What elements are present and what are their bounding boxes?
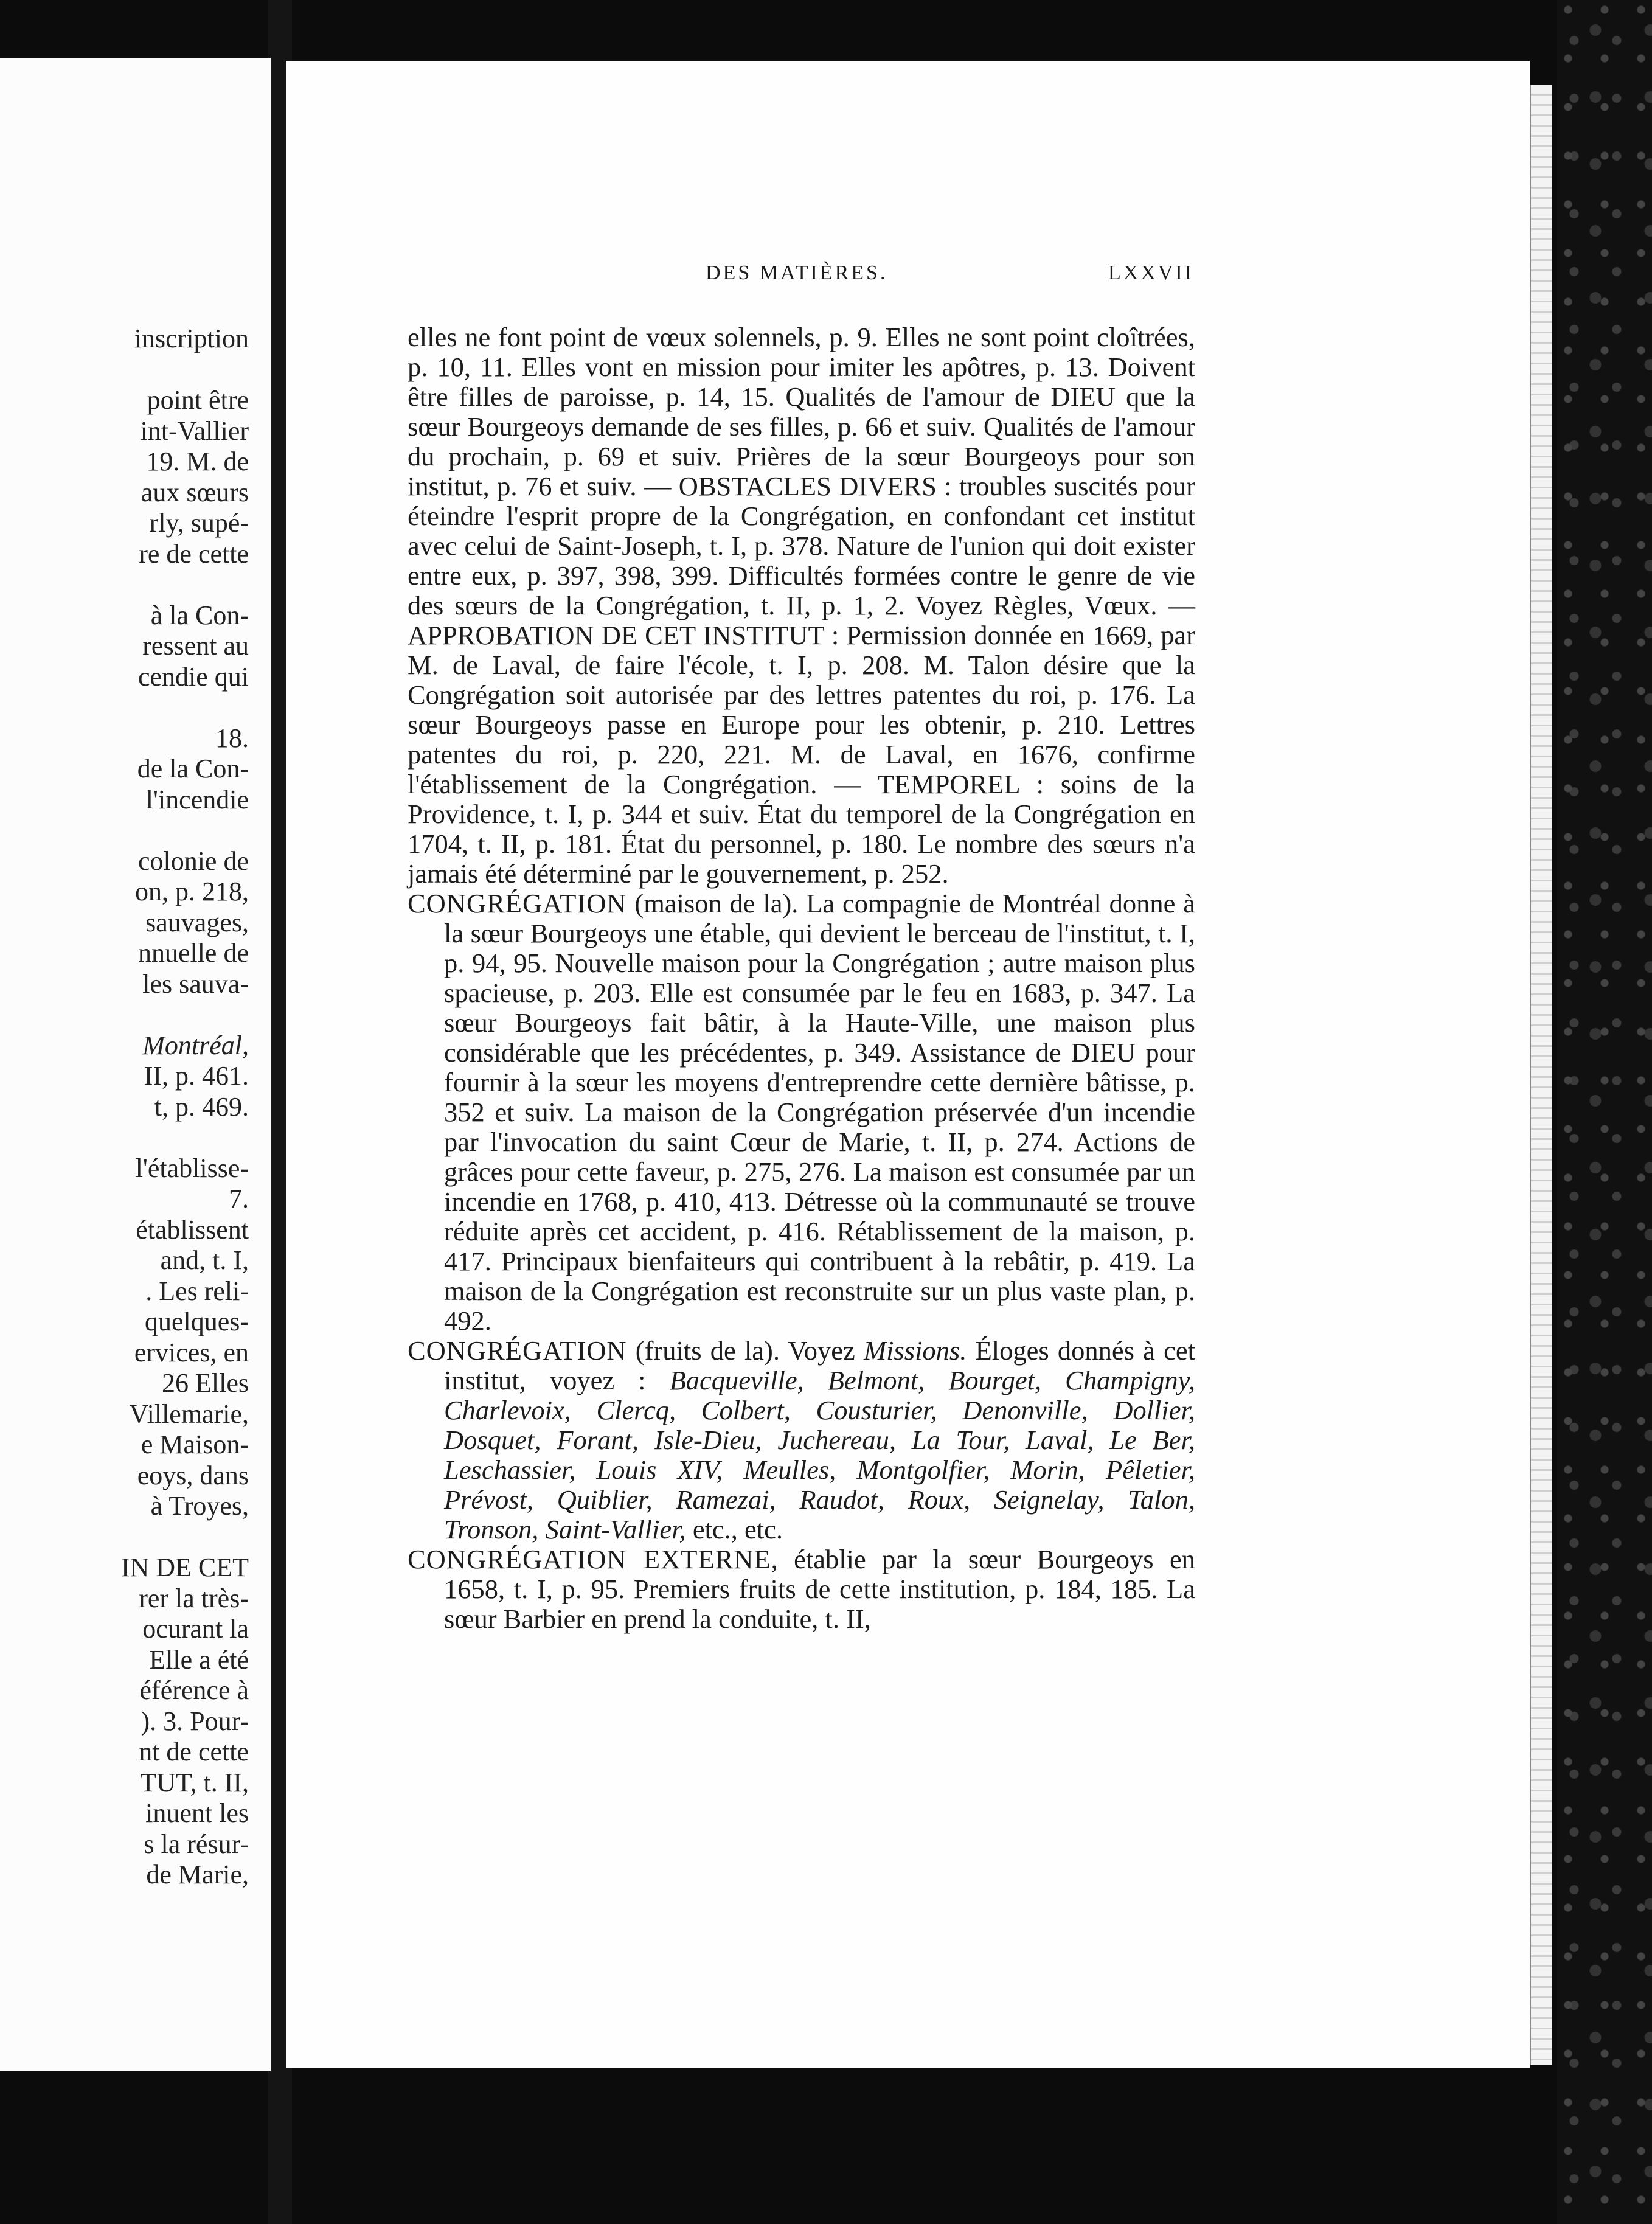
left-page-line: cendie qui	[137, 661, 249, 692]
left-page-line: s la résur-	[144, 1829, 249, 1859]
left-page-line: de la Con-	[137, 754, 249, 784]
left-page-line: 18.	[215, 723, 249, 753]
left-page-line: 26 Elles	[162, 1368, 249, 1398]
left-page-line: e Maison-	[141, 1430, 249, 1459]
left-page-line: 19. M. de	[146, 447, 249, 476]
page-number: LXXVII	[1108, 262, 1195, 284]
left-page-line: 7.	[229, 1184, 249, 1214]
left-page-line: de Marie,	[146, 1860, 249, 1889]
left-page-line: re de cette	[139, 538, 249, 569]
left-page-line: . Les reli-	[145, 1276, 249, 1306]
entry-congregation-maison	[408, 889, 1195, 1336]
left-page-line: Villemarie,	[129, 1399, 249, 1429]
left-page	[0, 58, 271, 2071]
left-page-line: inscription	[134, 324, 249, 353]
left-page-line: Montréal,	[142, 1030, 249, 1060]
left-page-line: Elle a été	[149, 1644, 249, 1675]
left-page-line: inuent les	[145, 1798, 249, 1828]
entry-body: , établie par la sœur Bourgeoys en 1658, t. I, p. 95. Premiers fruits de cette institution, p. 184, 185. La sœur Barbier en prend la conduite, t. II,	[444, 1544, 1195, 1634]
left-page-line: t, p. 469.	[154, 1091, 249, 1122]
page-edge	[1530, 85, 1552, 2065]
left-page-line: éférence à	[139, 1675, 249, 1705]
left-page-line: nnuelle de	[137, 938, 249, 968]
entry-continuation: elles ne font point de vœux solennels, p. 9. Elles ne sont point cloîtrées, p. 10, 11. Elles vont en mission pour imiter les apôtres, p. 13. Doivent être filles de paroisse, p. 14, 15. Qualités de l'amour de DIEU que la sœur Bourgeoys demande de ses filles, p. 66 et suiv. Qualités de l'amour du prochain, p. 69 et suiv. Prières de la sœur Bourgeoys pour son institut, p. 76 et suiv. — OBSTACLES DIVERS : troubles suscités pour éteindre l'esprit propre de la Congrégation, en confondant cet institut avec celui de Saint-Joseph, t. I, p. 378. Nature de l'union qui doit exister entre eux, p. 397, 398, 399. Difficultés formées contre le genre de vie des sœurs de la Congrégation, t. II, p. 1, 2. Voyez Règles, Vœux. — APPROBATION DE CET INSTITUT : Permission donnée en 1669, par M. de Laval, de faire l'école, t. I, p. 208. M. Talon désire que la Congrégation soit autorisée par des lettres patentes du roi, p. 176. La sœur Bourgeoys passe en Europe pour les obtenir, p. 210. Lettres patentes du roi, p. 220, 221. M. de Laval, en 1676, confirme l'établissement de la Congrégation. — TEMPOREL : soins de la Providence, t. I, p. 344 et suiv. État du temporel de la Congrégation en 1704, t. II, p. 181. État du personnel, p. 180. Le nombre des sœurs n'a jamais été déterminé par le gouvernement, p. 252.	[408, 322, 1195, 889]
left-page-line: point être	[147, 385, 249, 415]
entry-crossref: Missions.	[864, 1335, 967, 1366]
index-text	[408, 322, 1195, 1634]
left-page-line: ervices, en	[134, 1337, 249, 1367]
left-page-line: à Troyes,	[150, 1491, 249, 1521]
left-page-line: aux sœurs	[141, 477, 249, 507]
left-page-line: rer la très-	[139, 1583, 249, 1613]
left-page-line: int-Vallier	[140, 415, 249, 446]
left-page-line: eoys, dans	[137, 1460, 249, 1490]
entry-body: (fruits de la). Voyez	[626, 1335, 864, 1366]
entry-body: (maison de la). La compagnie de Montréal donne à la sœur Bourgeoys une étable, qui devient le berceau de l'institut, t. I, p. 94, 95. Nouvelle maison pour la Congrégation ; autre maison plus spacieuse, p. 203. Elle est consumée par le feu en 1683, p. 347. La sœur Bourgeoys fait bâtir, à la Haute-Ville, une maison plus considérable que les précédentes, p. 349. Assistance de DIEU pour fournir à la sœur les moyens d'entreprendre cette dernière bâtisse, p. 352 et suiv. La maison de la Congrégation préservée d'un incendie par l'invocation du saint Cœur de Marie, t. II, p. 274. Actions de grâces pour cette faveur, p. 275, 276. La maison est consumée par un incendie en 1768, p. 410, 413. Détresse où la communauté se trouve réduite après cet accident, p. 416. Rétablissement de la maison, p. 417. Principaux bienfaiteurs qui contribuent à la rebâtir, p. 419. La maison de la Congrégation est reconstruite sur un plus vaste plan, p. 492.	[444, 888, 1195, 1336]
entry-head: CONGRÉGATION EXTERNE	[408, 1544, 771, 1574]
entry-head: CONGRÉGATION	[408, 888, 627, 919]
left-page-line: sauvages,	[145, 907, 249, 937]
left-page-line: IN DE CET	[120, 1552, 249, 1582]
left-page-line: nt de cette	[139, 1737, 249, 1767]
left-page-line: l'établisse-	[135, 1153, 249, 1183]
left-page-line: établissent	[136, 1214, 249, 1245]
entry-congregation-fruits	[408, 1336, 1195, 1545]
entry-congregation-externe	[408, 1545, 1195, 1634]
entry-head: CONGRÉGATION	[408, 1335, 627, 1366]
left-page-line: les sauva-	[142, 968, 249, 999]
running-head-title: DES MATIÈRES.	[706, 262, 888, 284]
left-page-line: à la Con-	[150, 600, 249, 630]
left-page-line: and, t. I,	[160, 1245, 249, 1275]
left-page-line: ressent au	[142, 631, 249, 661]
left-page-line: quelques-	[144, 1307, 249, 1336]
left-page-line: rly, supé-	[149, 508, 249, 538]
left-page-line: on, p. 218,	[135, 877, 249, 906]
left-page-line: II, p. 461.	[144, 1061, 249, 1091]
left-page-line: l'incendie	[145, 784, 249, 815]
left-page-line: ). 3. Pour-	[141, 1706, 249, 1736]
entry-name-list: Bacqueville, Belmont, Bourget, Champigny, Charlevoix, Clercq, Colbert, Cousturier, Denonville, Dollier, Dosquet, Forant, Isle-Dieu, Juchereau, La Tour, Laval, Le Ber, Leschassier, Louis XIV, Meulles, Montgolfier, Morin, Pêletier, Prévost, Quiblier, Ramezai, Raudot, Roux, Seignelay, Talon, Tronson, Saint-Vallier,	[444, 1365, 1195, 1545]
left-page-line: ocurant la	[142, 1614, 249, 1644]
left-page-line: TUT, t. II,	[140, 1767, 249, 1798]
entry-body: etc., etc.	[685, 1514, 783, 1545]
entry-body: Éloges donnés à cet institut, voyez :	[444, 1335, 1195, 1395]
background-edge	[1557, 0, 1652, 2224]
left-page-line: colonie de	[137, 846, 249, 876]
